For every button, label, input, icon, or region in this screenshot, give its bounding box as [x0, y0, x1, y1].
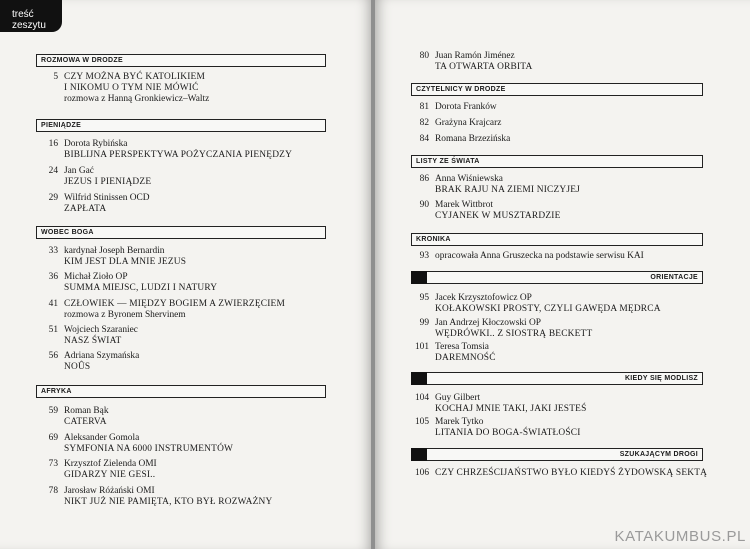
entry-author: Romana Brzezińska	[435, 134, 511, 144]
section-header-rozmowa: ROZMOWA W DRODZE	[36, 54, 326, 67]
entry-title: KIM JEST DLA MNIE JEZUS	[64, 257, 187, 267]
entry-title: KOCHAJ MNIE TAKI, JAKI JESTEŚ	[435, 404, 587, 414]
section-marker	[411, 271, 427, 284]
page-number: 33	[48, 246, 58, 256]
entry-author: Jarosław Różański OMI	[64, 486, 155, 496]
entry-title: NIKT JUŻ NIE PAMIĘTA, KTO BYŁ ROZWAŻNY	[64, 497, 273, 507]
entry-author: Teresa Tomsia	[435, 342, 489, 352]
entry-title: CATERVA	[64, 417, 107, 427]
entry-author: Marek Wittbrot	[435, 200, 494, 210]
section-header-czytelnicy: CZYTELNICY W DRODZE	[411, 83, 703, 96]
entry-author: Jacek Krzysztofowicz OP	[435, 293, 532, 303]
entry-author: Aleksander Gomola	[64, 433, 140, 443]
entry-title: ZAPŁATA	[64, 204, 107, 214]
page-number: 78	[48, 486, 58, 496]
section-header-pieniadze: PIENIĄDZE	[36, 119, 326, 132]
entry-title: NOÛS	[64, 362, 91, 372]
page-number: 69	[48, 433, 58, 443]
section-marker	[411, 448, 427, 461]
page-number: 95	[419, 293, 429, 303]
entry-author: Anna Wiśniewska	[435, 174, 503, 184]
entry-author: Guy Gilbert	[435, 393, 481, 403]
page-number: 84	[419, 134, 429, 144]
section-header-wobec-boga: WOBEC BOGA	[36, 226, 326, 239]
entry-subtitle: rozmowa z Byronem Shervinem	[64, 310, 186, 320]
page-number: 51	[48, 325, 58, 335]
page-number: 90	[419, 200, 429, 210]
entry-title: DAREMNOŚĆ	[435, 353, 496, 363]
entry-line: CZY MOŻNA BYĆ KATOLIKIEM	[64, 72, 205, 82]
entry-title: BIBLIJNA PERSPEKTYWA POŻYCZANIA PIENĘDZY	[64, 150, 293, 160]
page-number: 106	[414, 468, 429, 478]
entry-title: KOŁAKOWSKI PROSTY, CZYLI GAWĘDA MĘDRCA	[435, 304, 661, 314]
page-number: 81	[419, 102, 429, 112]
page-number: 105	[414, 417, 429, 427]
entry-line: rozmowa z Hanną Gronkiewicz–Waltz	[64, 94, 210, 104]
entry-title: CYJANEK W MUSZTARDZIE	[435, 211, 561, 221]
contents-tab: treść zeszytu	[0, 0, 62, 32]
entry-title: GIDARZY NIE GESI..	[64, 470, 156, 480]
page-number: 36	[48, 272, 58, 282]
page-number: 29	[48, 193, 58, 203]
entry-title: BRAK RAJU NA ZIEMI NICZYJEJ	[435, 185, 580, 195]
entry-title: SYMFONIA NA 6000 INSTRUMENTÓW	[64, 444, 234, 454]
entry-author: Marek Tytko	[435, 417, 484, 427]
page-number: 80	[419, 51, 429, 61]
page-number: 101	[414, 342, 429, 352]
section-header-kiedy-sie-modlisz	[411, 372, 703, 385]
entry-title: LITANIA DO BOGA-ŚWIATŁOŚCI	[435, 428, 581, 438]
page-number: 93	[419, 251, 429, 261]
entry-author: kardynał Joseph Bernardin	[64, 246, 165, 256]
entry-author: Wojciech Szaraniec	[64, 325, 138, 335]
section-header-listy: LISTY ZE ŚWIATA	[411, 155, 703, 168]
page-number: 5	[53, 72, 58, 82]
page-number: 99	[419, 318, 429, 328]
left-page	[0, 0, 372, 549]
section-title: SZUKAJĄCYM DROGI	[619, 451, 698, 458]
entry-author: Jan Andrzej Kłoczowski OP	[435, 318, 541, 328]
entry-title: WĘDRÓWKI.. Z SIOSTRĄ BECKETT	[435, 329, 593, 339]
entry-line: I NIKOMU O TYM NIE MÓWIĆ	[64, 83, 199, 93]
page-number: 41	[48, 299, 58, 309]
entry-title: CZY CHRZEŚCIJAŃSTWO BYŁO KIEDYŚ ŻYDOWSKĄ SEKTĄ	[435, 468, 708, 478]
right-page	[375, 0, 750, 549]
section-title: ORIENTACJE	[650, 274, 698, 281]
entry-author: Grażyna Krajcarz	[435, 118, 502, 128]
page-number: 104	[414, 393, 429, 403]
page-number: 82	[419, 118, 429, 128]
page-number: 16	[48, 139, 58, 149]
section-header-orientacje	[411, 271, 703, 284]
entry-title: TA OTWARTA ORBITA	[435, 62, 533, 72]
entry-title: CZŁOWIEK — MIĘDZY BOGIEM A ZWIERZĘCIEM	[64, 299, 286, 309]
entry-author: Roman Bąk	[64, 406, 109, 416]
page-number: 86	[419, 174, 429, 184]
entry-author: Dorota Rybińska	[64, 139, 128, 149]
entry-author: Dorota Franków	[435, 102, 497, 112]
page-number: 24	[48, 166, 58, 176]
page-number: 73	[48, 459, 58, 469]
entry-title: SUMMA MIEJSC, LUDZI I NATURY	[64, 283, 218, 293]
section-header-kronika: KRONIKA	[411, 233, 703, 246]
entry-author: Juan Ramón Jiménez	[435, 51, 515, 61]
section-header-afryka: AFRYKA	[36, 385, 326, 398]
section-header-szukajacym-drogi	[411, 448, 703, 461]
entry-title: NASZ ŚWIAT	[64, 336, 122, 346]
entry-author: Wilfrid Stinissen OCD	[64, 193, 150, 203]
entry-author: opracowała Anna Gruszecka na podstawie serwisu KAI	[435, 251, 644, 261]
page-number: 56	[48, 351, 58, 361]
page-number: 59	[48, 406, 58, 416]
entry-title: JEZUS I PIENIĄDZE	[64, 177, 152, 187]
entry-author: Michał Zioło OP	[64, 272, 128, 282]
section-marker	[411, 372, 427, 385]
entry-author: Jan Gać	[64, 166, 94, 176]
watermark: KATAKUMBUS.PL	[614, 528, 746, 545]
entry-author: Krzysztof Zielenda OMI	[64, 459, 157, 469]
entry-author: Adriana Szymańska	[64, 351, 140, 361]
section-title: KIEDY SIĘ MODLISZ	[624, 375, 698, 382]
